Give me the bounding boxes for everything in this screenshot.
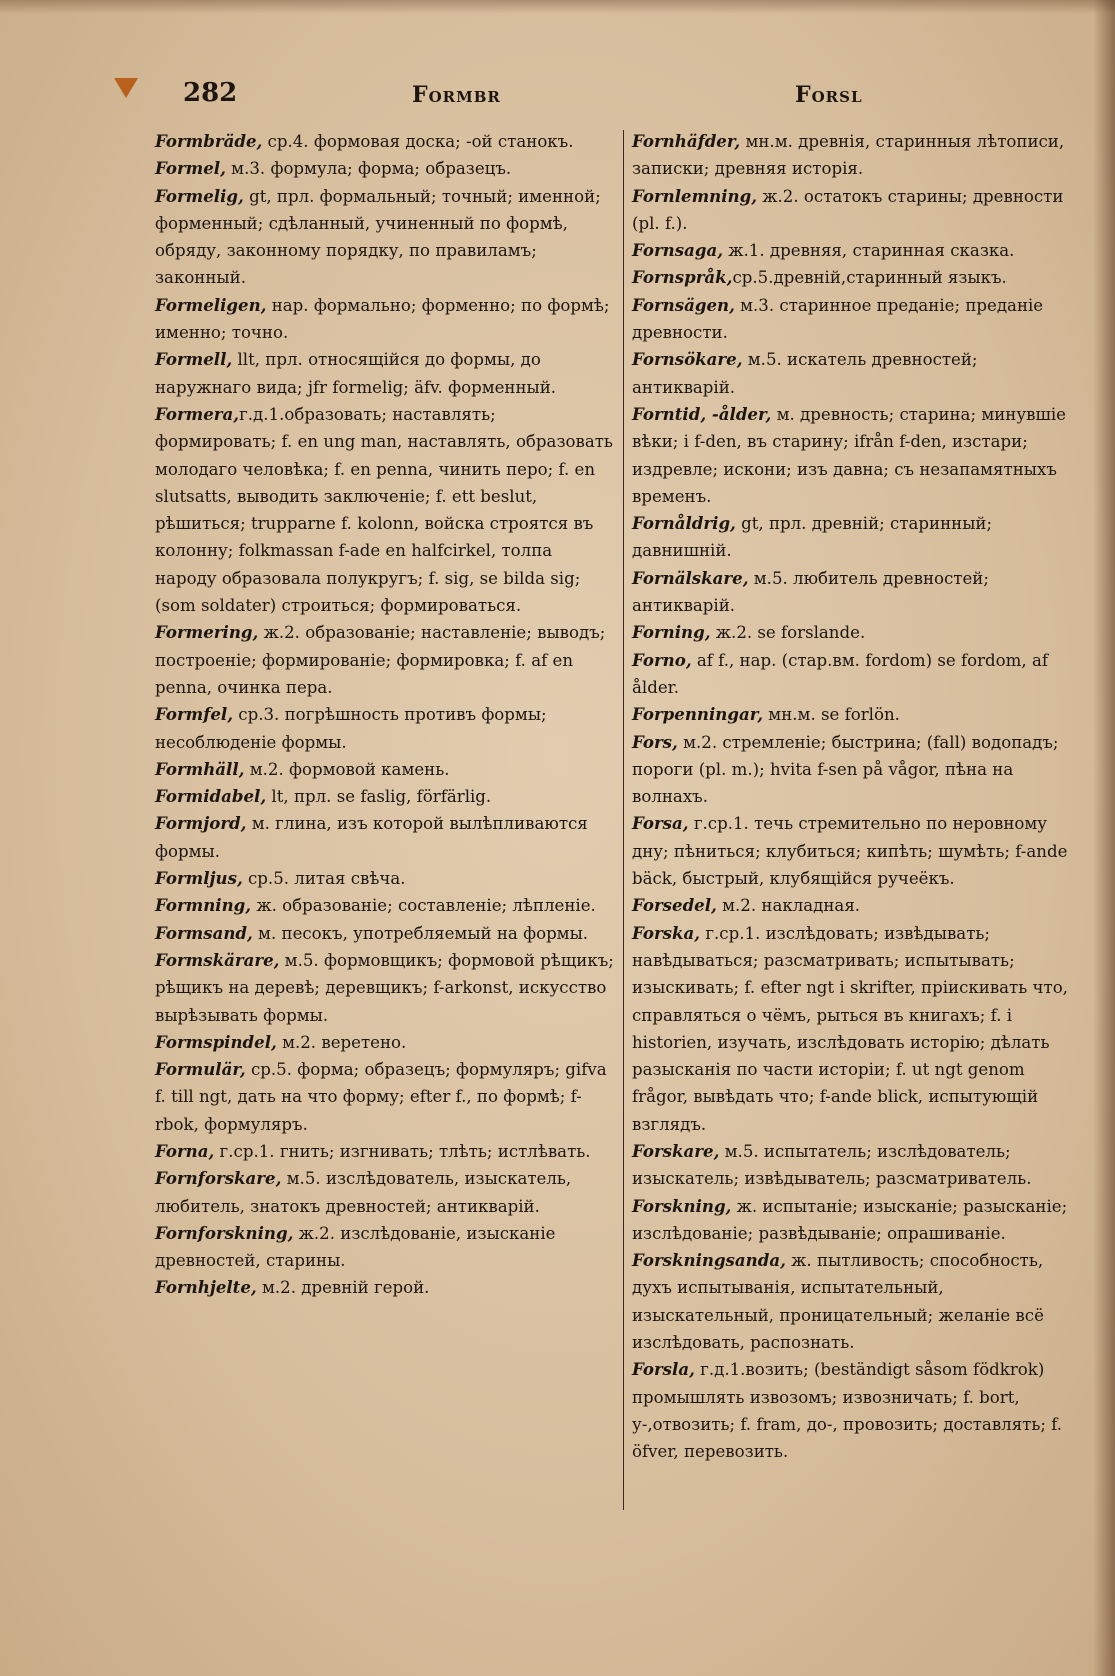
- entry-headword: Forsedel,: [632, 895, 717, 916]
- entry-headword: Forskningsanda,: [632, 1250, 786, 1271]
- entry-headword: Fornsägen,: [632, 294, 735, 315]
- dictionary-entry: [632, 1193, 1072, 1248]
- entry-headword: Fors,: [632, 731, 678, 752]
- entry-headword: Formbräde,: [155, 131, 263, 151]
- dictionary-entry: [155, 920, 617, 947]
- dictionary-entry: [632, 565, 1072, 620]
- dictionary-entry: [155, 947, 617, 1029]
- entry-definition: м.2. веретено.: [276, 1032, 407, 1052]
- entry-headword: Fornforskare,: [155, 1168, 282, 1189]
- page-shadow-top: [0, 0, 1115, 14]
- entry-definition: м. песокъ, употребляемый на формы.: [252, 923, 589, 943]
- entry-headword: Forntid, -ålder,: [632, 403, 772, 424]
- entry-definition: ж.1. древняя, старинная сказка.: [722, 241, 1015, 261]
- entry-headword: Formljus,: [155, 868, 243, 889]
- entry-definition: м.2. стремленіе; быстрина; (fall) водопадъ; пороги (pl. m.); hvita f-sen på vågor, пѣна на волнахъ.: [632, 732, 1059, 807]
- entry-definition: lt, прл. se faslig, förfärlig.: [266, 787, 492, 807]
- dictionary-entry: [155, 401, 617, 619]
- entry-headword: Formsand,: [155, 922, 253, 943]
- dictionary-entry: [155, 783, 617, 810]
- dictionary-entry: [155, 1138, 617, 1165]
- dictionary-entry: [632, 128, 1072, 183]
- guide-word-left: Formbr: [412, 82, 501, 108]
- entry-definition: м.5. любитель древностей; антикварій.: [632, 568, 989, 616]
- entry-headword: Formering,: [155, 622, 259, 643]
- dictionary-entry: [155, 865, 617, 892]
- entry-headword: Formel,: [155, 158, 226, 179]
- entry-definition: м. древность; старина; минувшіе вѣки; i f-den, въ старину; ifrån f-den, изстари; издревле; искони; изъ давна; съ незапамятныхъ временъ.: [632, 404, 1067, 506]
- dictionary-entry: [632, 292, 1072, 347]
- entry-definition: м.2. накладная.: [716, 896, 861, 916]
- entry-headword: Fornhjelte,: [155, 1277, 257, 1298]
- entry-definition: мн.м. древнія, старинныя лѣтописи, записки; древняя исторія.: [632, 132, 1065, 179]
- entry-headword: Forna,: [155, 1140, 215, 1161]
- dictionary-entry: [632, 237, 1072, 264]
- entry-definition: м.5. изслѣдователь, изыскатель, любитель, знатокъ древностей; антикварій.: [155, 1169, 572, 1216]
- entry-definition: ср.5. литая свѣча.: [242, 869, 406, 889]
- entry-headword: Formulär,: [155, 1059, 246, 1080]
- entry-definition: г.д.1.возить; (beständigt såsom födkrok) промышлять извозомъ; извозничать; f. bort, у-,отвозить; f. fram, до-, провозить; доставлять; f. öfver, перевозить.: [632, 1360, 1063, 1462]
- entry-headword: Formell,: [155, 349, 233, 370]
- dictionary-entry: [155, 155, 617, 182]
- dictionary-entry: [155, 701, 617, 756]
- dictionary-entry: [155, 292, 617, 347]
- entry-definition: г.ср.1. гнить; изгнивать; тлѣть; истлѣвать.: [214, 1141, 591, 1161]
- entry-definition: ср.3. погрѣшность противъ формы; несоблюденіе формы.: [155, 705, 547, 752]
- entry-definition: м.3. формула; форма; образецъ.: [225, 159, 512, 179]
- dictionary-entry: [155, 1056, 617, 1138]
- entry-definition: gt, прл. формальный; точный; именной; форменный; сдѣланный, учиненный по формѣ, обряду, законному порядку, по правиламъ; законный.: [155, 186, 601, 288]
- entry-headword: Formelig,: [155, 185, 244, 206]
- entry-definition: ж.2. изслѣдованіе, изысканіе древностей, старины.: [155, 1223, 556, 1271]
- entry-definition: г.ср.1. течь стремительно по неровному дну; пѣниться; клубиться; кипѣть; шумѣть; f-ande bäck, быстрый, клубящійся ручеёкъ.: [632, 814, 1068, 889]
- dictionary-entry: [632, 701, 1072, 728]
- entry-headword: Fornlemning,: [632, 185, 757, 206]
- dictionary-entry: [632, 619, 1072, 646]
- dictionary-entry: [155, 756, 617, 783]
- entry-definition: м.2. формовой камень.: [244, 759, 450, 779]
- entry-headword: Forning,: [632, 622, 711, 643]
- dictionary-entry: [155, 619, 617, 701]
- entry-definition: ср.5.древній,старинный языкъ.: [732, 268, 1007, 288]
- right-column: [632, 128, 1072, 1466]
- entry-definition: г.ср.1. изслѣдовать; извѣдывать; навѣдываться; разсматривать; испытывать; изыскивать; f. efter ngt i skrifter, пріискивать что, справляться о чёмъ, рыться въ книгахъ; f. i historien, изучать, изслѣдовать исторію; дѣлать разысканія по части исторіи; f. ut ngt genom frågor, вывѣдать что; f-ande blick, испытующій взглядъ.: [632, 923, 1068, 1134]
- left-column: [155, 128, 617, 1302]
- dictionary-entry: [632, 1356, 1072, 1465]
- entry-headword: Fornåldrig,: [632, 513, 736, 534]
- entry-headword: Forska,: [632, 922, 701, 943]
- dictionary-entry: [155, 810, 617, 865]
- entry-definition: ж. образованіе; составленіе; лѣпленіе.: [251, 896, 596, 916]
- entry-headword: Formeligen,: [155, 294, 267, 315]
- dictionary-entry: [632, 1138, 1072, 1193]
- dictionary-entry: [632, 810, 1072, 892]
- guide-word-right: Forsl: [795, 82, 863, 108]
- dictionary-entry: [632, 346, 1072, 401]
- entry-definition: ж.2. образованіе; наставленіе; выводъ; построеніе; формированіе; формировка; f. af en penna, очинка пера.: [155, 623, 606, 697]
- entry-headword: Formhäll,: [155, 758, 245, 779]
- entry-definition: af f., нар. (стар.вм. fordom) se fordom, af ålder.: [632, 650, 1048, 697]
- entry-definition: ж. пытливость; способность, духъ испытыванія, испытательный, изыскательный, проницательный; желаніе всё изслѣдовать, распознать.: [632, 1251, 1044, 1353]
- entry-headword: Fornälskare,: [632, 567, 749, 588]
- entry-headword: Formspindel,: [155, 1031, 277, 1052]
- dictionary-entry: [155, 1220, 617, 1275]
- entry-definition: м.2. древній герой.: [256, 1278, 430, 1298]
- entry-headword: Formning,: [155, 895, 252, 916]
- dictionary-entry: [632, 510, 1072, 565]
- entry-definition: нар. формально; форменно; по формѣ; именно; точно.: [155, 295, 610, 343]
- entry-headword: Forpenningar,: [632, 704, 764, 725]
- entry-definition: г.д.1.образовать; наставлять; формировать; f. en ung man, наставлять, образовать молодаго человѣка; f. en penna, чинить перо; f. en slutsatts, выводить заключеніе; f. ett beslut, рѣшиться; trupparne f. kolonn, войска строятся въ колонну; folkmassan f-ade en halfcirkel, толпа народу образовала полукругъ; f. sig, se bilda sig; (som soldater) строиться; формироваться.: [155, 404, 613, 616]
- entry-definition: мн.м. se forlön.: [763, 705, 900, 725]
- column-divider: [623, 130, 624, 1510]
- dictionary-entry: [155, 892, 617, 919]
- dictionary-entry: [632, 1247, 1072, 1356]
- entry-headword: Formjord,: [155, 813, 247, 834]
- dictionary-entry: [632, 729, 1072, 811]
- entry-headword: Forskare,: [632, 1140, 720, 1161]
- dictionary-entry: [155, 1029, 617, 1056]
- dictionary-entry: [632, 401, 1072, 510]
- entry-definition: llt, прл. относящійся до формы, до наружнаго вида; jfr formelig; äfv. форменный.: [155, 350, 557, 397]
- page-header: [0, 76, 1115, 116]
- entry-headword: Fornsökare,: [632, 349, 743, 370]
- entry-definition: м. глина, изъ которой вылѣпливаются формы.: [155, 814, 588, 861]
- dictionary-entry: [155, 128, 617, 155]
- entry-definition: ж.2. se forslande.: [710, 623, 866, 643]
- entry-headword: Formfel,: [155, 704, 234, 725]
- dictionary-entry: [155, 1165, 617, 1220]
- entry-definition: ср.4. формовая доска; -ой станокъ.: [262, 132, 574, 151]
- page-number: 282: [183, 78, 238, 108]
- page-shadow-right: [1093, 0, 1115, 1676]
- entry-headword: Forsla,: [632, 1359, 695, 1380]
- dictionary-entry: [155, 183, 617, 292]
- entry-headword: Fornspråk,: [632, 267, 733, 288]
- entry-definition: ж.2. остатокъ старины; древности (pl. f.).: [632, 186, 1064, 233]
- entry-headword: Forskning,: [632, 1195, 732, 1216]
- entry-headword: Formidabel,: [155, 786, 267, 807]
- entry-definition: ср.5. форма; образецъ; формуляръ; gifva f. till ngt, дать на что форму; efter f., по формѣ; f-rbok, формуляръ.: [155, 1060, 607, 1134]
- entry-definition: м.5. формовщикъ; формовой рѣщикъ; рѣщикъ на деревѣ; деревщикъ; f-arkonst, искусство вырѣзывать формы.: [155, 950, 614, 1025]
- entry-definition: gt, прл. древній; старинный; давнишній.: [632, 514, 993, 561]
- dictionary-entry: [632, 647, 1072, 702]
- entry-headword: Forsa,: [632, 813, 689, 834]
- entry-headword: Formera,: [155, 403, 240, 424]
- dictionary-entry: [632, 264, 1072, 291]
- entry-definition: м.3. старинное преданіе; преданіе древности.: [632, 295, 1044, 343]
- dictionary-entry: [155, 1274, 617, 1301]
- entry-definition: м.5. искатель древностей; антикварій.: [632, 350, 978, 397]
- entry-headword: Fornforskning,: [155, 1222, 294, 1243]
- dictionary-entry: [632, 920, 1072, 1138]
- entry-headword: Fornhäfder,: [632, 131, 741, 151]
- entry-definition: м.5. испытатель; изслѣдователь; изыскатель; извѣдыватель; разсматриватель.: [632, 1141, 1032, 1189]
- entry-headword: Fornsaga,: [632, 240, 723, 261]
- dictionary-entry: [632, 183, 1072, 238]
- entry-definition: ж. испытаніе; изысканіе; разысканіе; изслѣдованіе; развѣдываніе; опрашиваніе.: [632, 1196, 1068, 1243]
- dictionary-entry: [155, 346, 617, 401]
- entry-headword: Forno,: [632, 649, 692, 670]
- entry-headword: Formskärare,: [155, 949, 280, 970]
- dictionary-entry: [632, 892, 1072, 919]
